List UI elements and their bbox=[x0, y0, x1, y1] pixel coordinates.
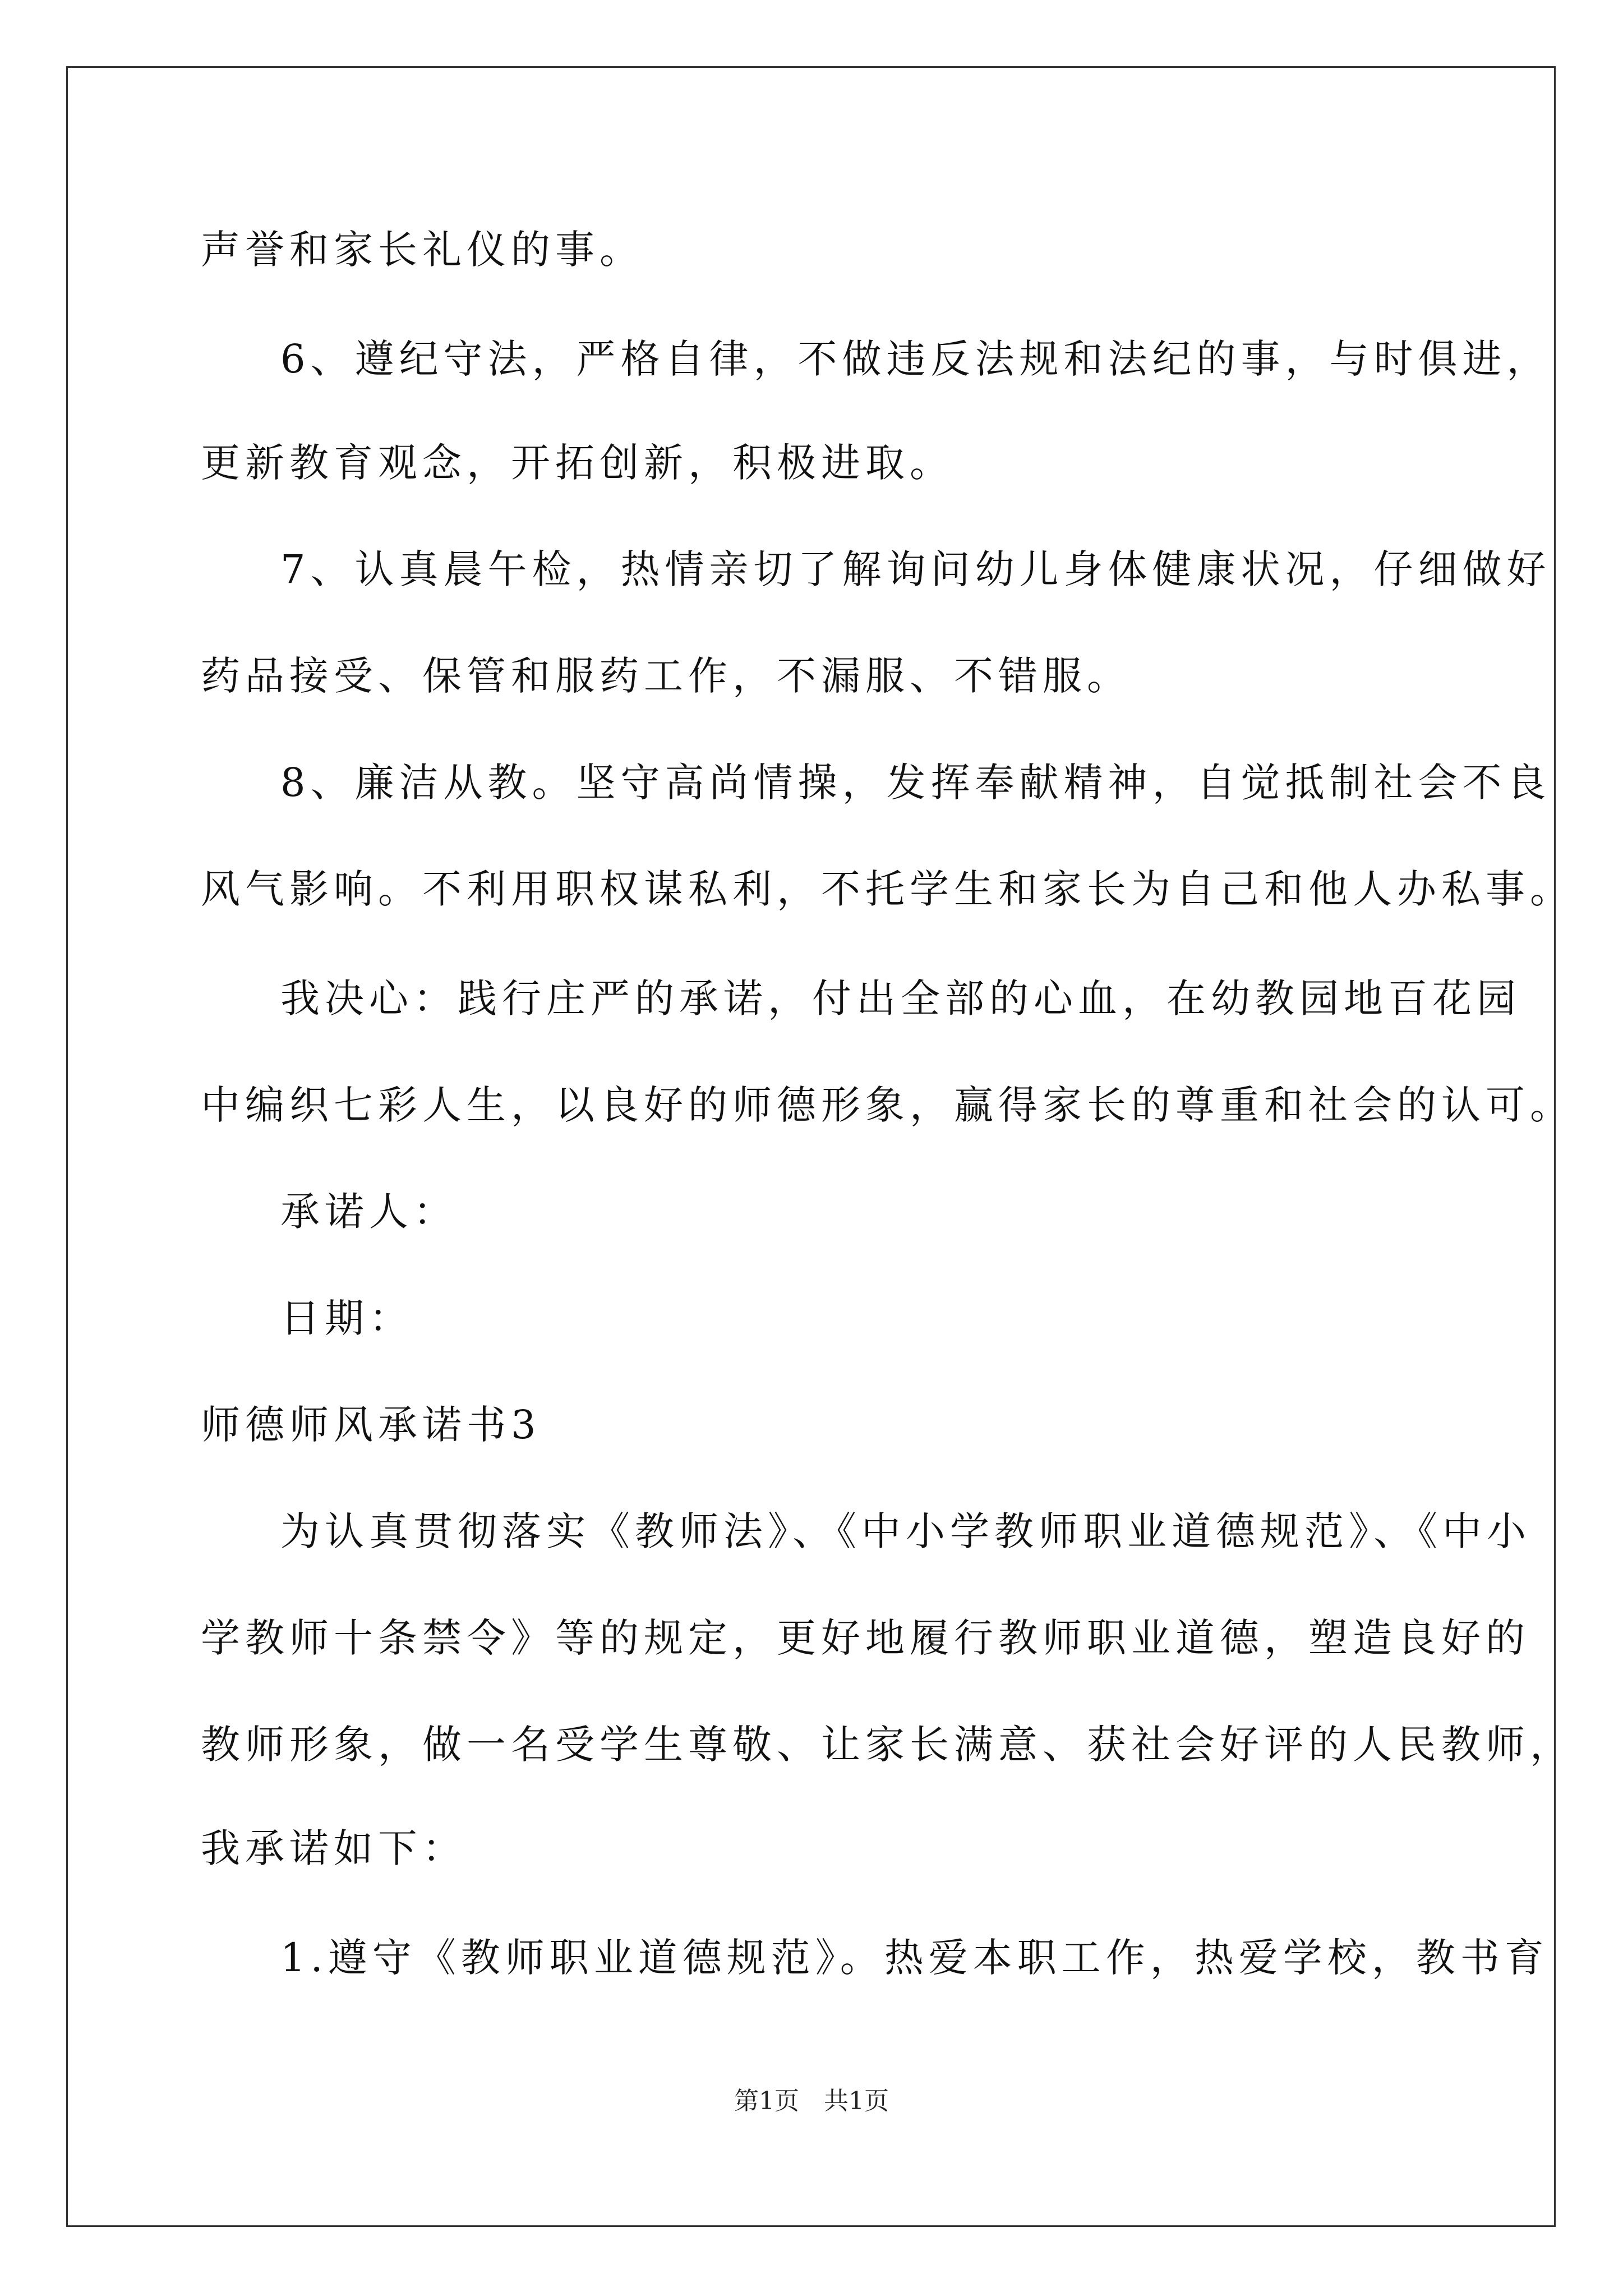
text-line: 我承诺如下： bbox=[201, 1825, 467, 1871]
text-line: 教师形象，做一名受学生尊敬、让家长满意、获社会好评的人民教师， bbox=[201, 1722, 1574, 1768]
text-line: 为认真贯彻落实《教师法》、《中小学教师职业道德规范》、《中小 bbox=[280, 1508, 1531, 1554]
section-heading: 师德师风承诺书3 bbox=[201, 1402, 541, 1448]
text-line: 7、认真晨午检，热情亲切了解询问幼儿身体健康状况，仔细做好 bbox=[280, 546, 1551, 592]
text-line: 8、廉洁从教。坚守高尚情操，发挥奉献精神，自觉抵制社会不良 bbox=[280, 760, 1551, 806]
page-frame bbox=[66, 66, 1556, 2227]
text-line: 声誉和家长礼仪的事。 bbox=[201, 227, 644, 273]
page-footer: 第1页 共1页 bbox=[734, 2087, 889, 2115]
text-line: 日期： bbox=[280, 1295, 413, 1341]
text-line: 6、遵纪守法，严格自律，不做违反法规和法纪的事，与时俱进， bbox=[280, 336, 1551, 382]
text-line: 我决心：践行庄严的承诺，付出全部的心血，在幼教园地百花园 bbox=[280, 976, 1521, 1022]
text-line: 承诺人： bbox=[280, 1189, 458, 1235]
text-line: 风气影响。不利用职权谋私利，不托学生和家长为自己和他人办私事。 bbox=[201, 866, 1574, 912]
text-line: 1.遵守《教师职业道德规范》。热爱本职工作，热爱学校，教书育 bbox=[280, 1935, 1549, 1981]
text-line: 学教师十条禁令》等的规定，更好地履行教师职业道德，塑造良好的 bbox=[201, 1615, 1530, 1661]
text-line: 药品接受、保管和服药工作，不漏服、不错服。 bbox=[201, 653, 1131, 699]
text-line: 中编织七彩人生，以良好的师德形象，赢得家长的尊重和社会的认可。 bbox=[201, 1082, 1574, 1128]
text-line: 更新教育观念，开拓创新，积极进取。 bbox=[201, 440, 954, 486]
